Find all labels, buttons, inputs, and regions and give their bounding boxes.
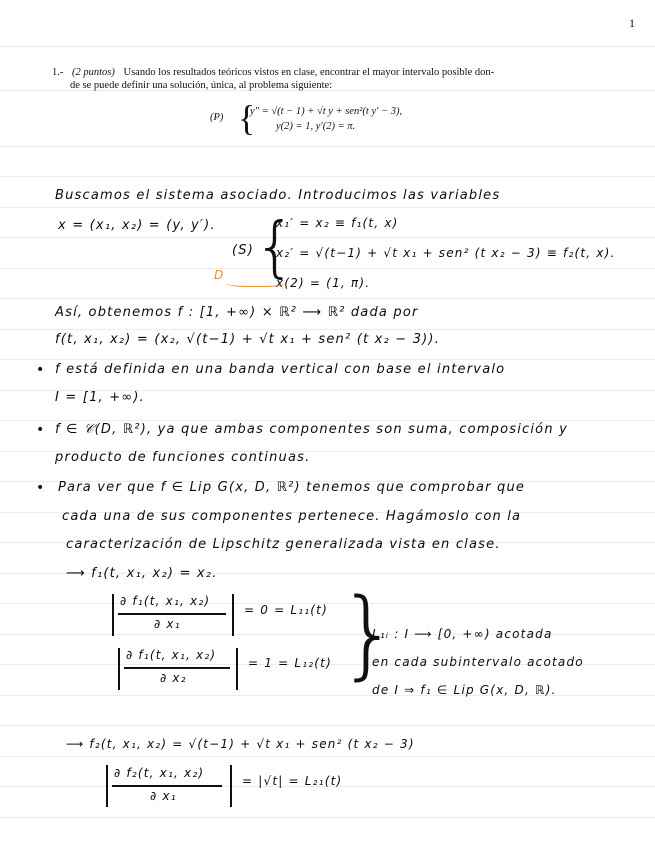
fraction-df2-dx1 <box>112 764 226 808</box>
bullet-3-line-1: Para ver que f ∈ Lip G(x, D, ℝ²) tenemos que comprobar que <box>58 480 526 495</box>
bullet-2-line-2: producto de funciones continuas. <box>55 450 311 465</box>
bullet-3: • <box>36 480 45 496</box>
note-line-3: Así, obtenemos f : [1, +∞) × ℝ² ⟶ ℝ² dada por <box>55 305 419 320</box>
problem-text-1: Usando los resultados teóricos vistos en clase, encontrar el mayor intervalo posible don- <box>123 67 495 78</box>
system-equation-2: y(2) = 1, y′(2) = π. <box>276 121 356 132</box>
fraction-bar <box>118 613 226 615</box>
fraction-df1-dx2 <box>124 646 234 690</box>
domain-underline <box>226 278 286 287</box>
fraction-bar <box>124 667 230 669</box>
problem-line-1 <box>52 66 552 79</box>
note-line-1: Buscamos el sistema asociado. Introducimos las variables <box>55 188 501 203</box>
fraction-df2-dx1-numerator: ∂ f₂(t, x₁, x₂) <box>114 766 205 780</box>
abs-bar-left-3 <box>106 765 108 807</box>
side-note-1: L₁ᵢ : I ⟶ [0, +∞) acotada <box>372 627 553 641</box>
system-s-eq2: x₂′ = √(t−1) + √t x₁ + sen² (t x₂ − 3) ≡ f₂(t, x). <box>276 246 616 260</box>
abs-bar-left-1 <box>112 594 114 636</box>
bullet-1-line-1: f está definida en una banda vertical con base el intervalo <box>55 362 506 377</box>
page-number: 1 <box>629 16 635 30</box>
system-brace: { <box>238 98 256 138</box>
system-equation-1: y″ = √(t − 1) + √t y + sen²(t y′ − 3), <box>250 106 403 117</box>
bullet-2: • <box>36 422 45 438</box>
fraction-df1-dx1-numerator: ∂ f₁(t, x₁, x₂) <box>120 594 211 608</box>
domain-mark: D <box>214 268 225 282</box>
arrow-line-f1: ⟶ f₁(t, x₁, x₂) = x₂. <box>66 566 218 581</box>
note-line-2: x = (x₁, x₂) = (y, y′). <box>58 218 216 233</box>
bullet-3-line-3: caracterización de Lipschitz generalizada vista en clase. <box>66 537 501 552</box>
system-s-eq1: x₁′ = x₂ ≡ f₁(t, x) <box>276 216 399 230</box>
derivative-3-value: = |√t| = L₂₁(t) <box>242 774 343 788</box>
system-s-eq3: x(2) = (1, π). <box>276 276 371 290</box>
problem-text-2: de se puede definir una solución, única, al problema siguiente: <box>70 80 333 91</box>
abs-bar-left-2 <box>118 648 120 690</box>
abs-bar-right-3 <box>230 765 232 807</box>
fraction-df1-dx1-denominator: ∂ x₁ <box>154 617 181 631</box>
bullet-2-line-1: f ∈ 𝒞(D, ℝ²), ya que ambas componentes son suma, composición y <box>55 422 568 437</box>
system-label: (P) <box>210 112 224 123</box>
bullet-1-line-2: I = [1, +∞). <box>55 390 145 405</box>
arrow-line-f2: ⟶ f₂(t, x₁, x₂) = √(t−1) + √t x₁ + sen² (t x₂ − 3) <box>66 737 415 751</box>
fraction-df1-dx2-denominator: ∂ x₂ <box>160 671 187 685</box>
right-brace: } <box>338 578 400 690</box>
derivative-1-value: = 0 = L₁₁(t) <box>244 603 328 617</box>
fraction-df1-dx2-numerator: ∂ f₁(t, x₁, x₂) <box>126 648 217 662</box>
system-s-label: (S) <box>232 243 254 258</box>
note-line-4: f(t, x₁, x₂) = (x₂, √(t−1) + √t x₁ + sen² (t x₂ − 3)). <box>55 332 441 347</box>
problem-statement <box>52 66 552 92</box>
problem-number: 1.- <box>52 67 64 78</box>
side-note-2: en cada subintervalo acotado <box>372 655 584 669</box>
bullet-3-line-2: cada una de sus componentes pertenece. Hagámoslo con la <box>62 509 522 524</box>
abs-bar-right-2 <box>236 648 238 690</box>
fraction-bar <box>112 785 222 787</box>
fraction-df1-dx1 <box>118 592 228 636</box>
bullet-1: • <box>36 362 45 378</box>
derivative-2-value: = 1 = L₁₂(t) <box>248 656 332 670</box>
problem-points: (2 puntos) <box>72 67 115 78</box>
fraction-df2-dx1-denominator: ∂ x₁ <box>150 789 177 803</box>
system-s-brace: { <box>254 208 296 285</box>
side-note-3: de I ⇒ f₁ ∈ Lip G(x, D, ℝ). <box>372 683 557 697</box>
abs-bar-right-1 <box>232 594 234 636</box>
